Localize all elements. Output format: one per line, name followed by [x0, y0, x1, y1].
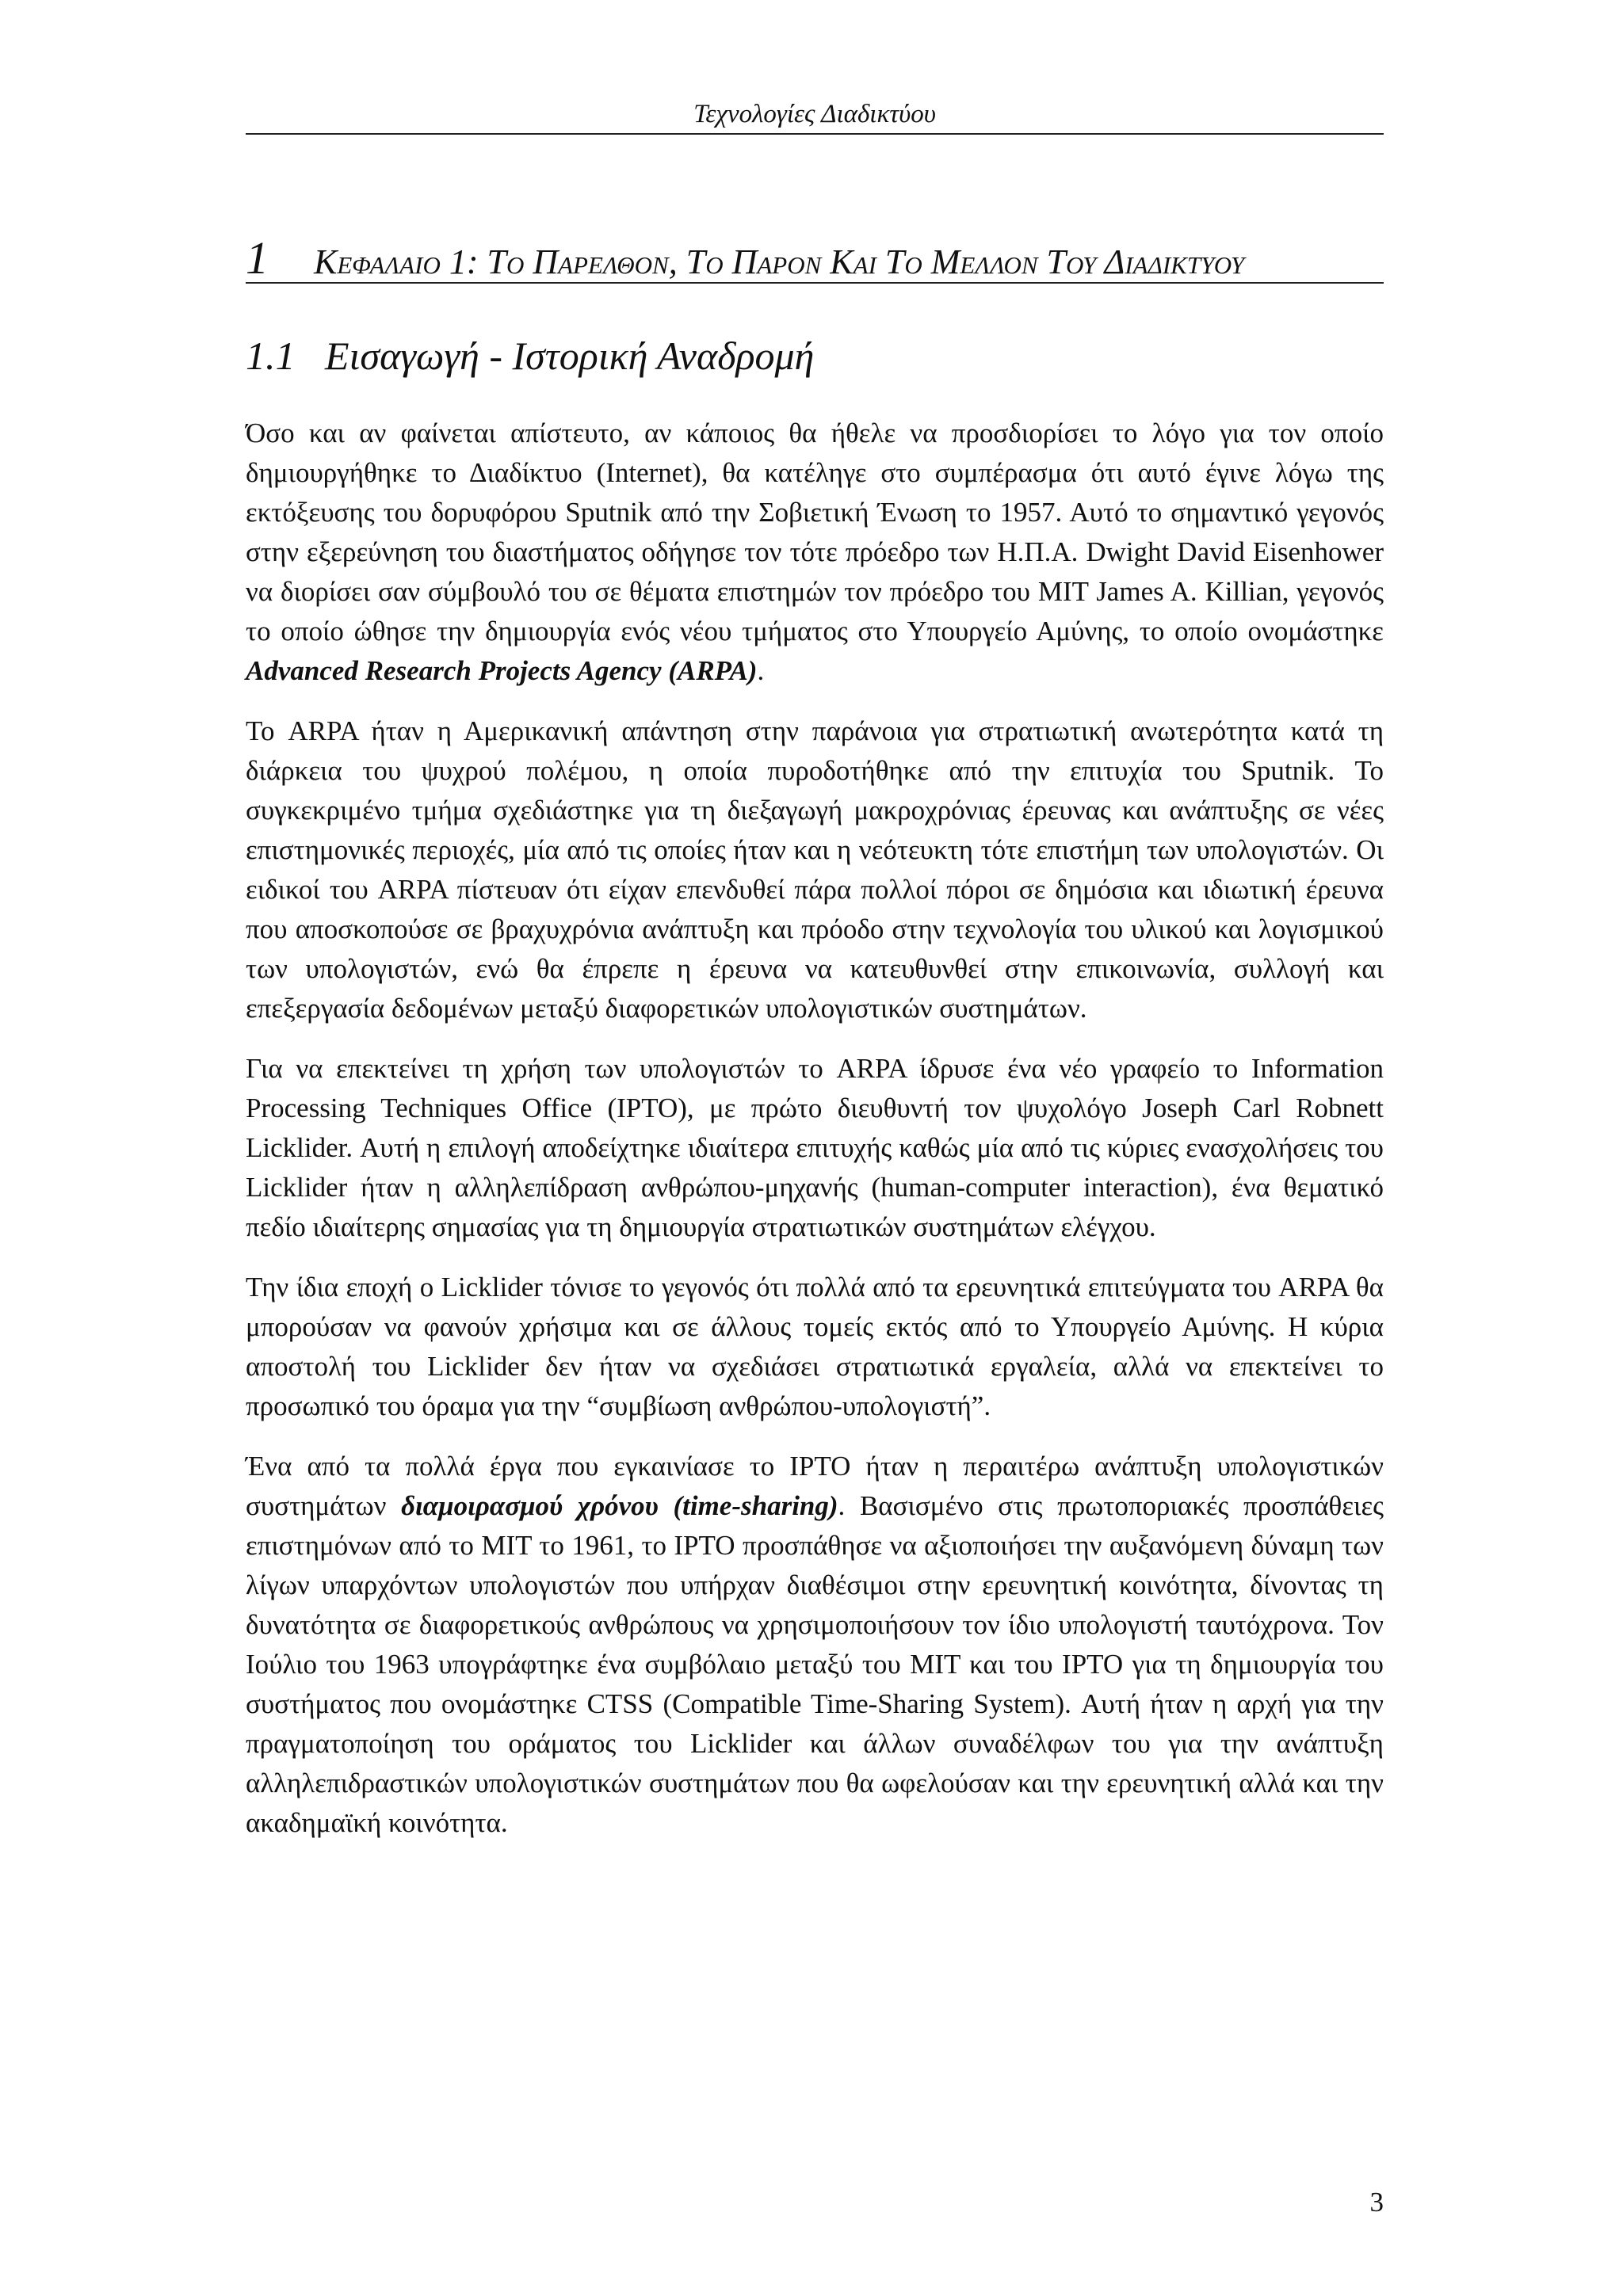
- paragraph-5-text-b: . Βασισμένο στις πρωτοποριακές προσπάθειες επιστημόνων από το MIT το 1961, το IPTO προσπάθησε να αξιοποιήσει την αυξανόμενη δύναμη των λίγων υπαρχόντων υπολογιστών που υπήρχαν διαθέσιμοι στην ερευνητική κοινότητα, δίνοντας τη δυνατότητα σε διαφορετικούς ανθρώπους να χρησιμοποιήσουν τον ίδιο υπολογιστή ταυτόχρονα. Τον Ιούλιο του 1963 υπογράφτηκε ένα συμβόλαιο μεταξύ του MIT και του IPTO για τη δημιουργία του συστήματος που ονομάστηκε CTSS (Compatible Time-Sharing System). Αυτή ήταν η αρχή για την πραγματοποίηση του οράματος του Licklider και άλλων συναδέλφων του για την ανάπτυξη αλληλεπιδραστικών υπολογιστικών συστημάτων που θα ωφελούσαν και την ερευνητική αλλά και την ακαδημαϊκή κοινότητα.: [246, 1490, 1384, 1838]
- chapter-number: 1: [246, 232, 269, 284]
- chapter-title: Κεφαλαιο 1: Το Παρελθον, Το Παρον Και Το Μελλον Του Διαδικτυου: [314, 242, 1245, 281]
- paragraph-5: [246, 1447, 1384, 1843]
- chapter-divider: [246, 282, 1384, 284]
- paragraph-3: Για να επεκτείνει τη χρήση των υπολογιστών το ARPA ίδρυσε ένα νέο γραφείο το Information Processing Techniques Office (IPTO), με πρώτο διευθυντή τον ψυχολόγο Joseph Carl Robnett Licklider. Αυτή η επιλογή αποδείχτηκε ιδιαίτερα επιτυχής καθώς μία από τις κύριες ενασχολήσεις του Licklider ήταν η αλληλεπίδραση ανθρώπου-μηχανής (human-computer interaction), ένα θεματικό πεδίο ιδιαίτερης σημασίας για τη δημιουργία στρατιωτικών συστημάτων ελέγχου.: [246, 1053, 1384, 1242]
- header-divider: [246, 133, 1384, 135]
- time-sharing-emphasis: διαμοιρασμού χρόνου (time-sharing): [401, 1490, 838, 1521]
- page-number: 3: [1369, 2187, 1384, 2218]
- chapter-heading: [246, 231, 1384, 284]
- paragraph-2: Το ARPA ήταν η Αμερικανική απάντηση στην παράνοια για στρατιωτική ανωτερότητα κατά τη διάρκεια του ψυχρού πολέμου, η οποία πυροδοτήθηκε από την επιτυχία του Sputnik. Το συγκεκριμένο τμήμα σχεδιάστηκε για τη διεξαγωγή μακροχρόνιας έρευνας και ανάπτυξης σε νέες επιστημονικές περιοχές, μία από τις οποίες ήταν και η νεότευκτη τότε επιστήμη των υπολογιστών. Οι ειδικοί του ARPA πίστευαν ότι είχαν επενδυθεί πάρα πολλοί πόροι σε δημόσια και ιδιωτική έρευνα που αποσκοπούσε σε βραχυχρόνια ανάπτυξη και πρόοδο στην τεχνολογία του υλικού και λογισμικού των υπολογιστών, ενώ θα έπρεπε η έρευνα να κατευθυνθεί στην επικοινωνία, συλλογή και επεξεργασία δεδομένων μεταξύ διαφορετικών υπολογιστικών συστημάτων.: [246, 715, 1384, 1024]
- section-number: 1.1: [246, 334, 296, 378]
- paragraph-1-end: .: [757, 655, 765, 686]
- section-title: Εισαγωγή - Ιστορική Αναδρομή: [325, 334, 815, 378]
- paragraph-5-text-a: Ένα από τα πολλά έργα που εγκαινίασε το IPTO ήταν η περαιτέρω ανάπτυξη υπολογιστικών συστημάτων: [246, 1451, 1384, 1521]
- body-text: [246, 414, 1384, 1863]
- arpa-emphasis: Advanced Research Projects Agency (ARPA): [246, 655, 758, 686]
- paragraph-4: Την ίδια εποχή ο Licklider τόνισε το γεγονός ότι πολλά από τα ερευνητικά επιτεύγματα του ARPA θα μπορούσαν να φανούν χρήσιμα και σε άλλους τομείς εκτός από το Υπουργείο Αμύνης. Η κύρια αποστολή του Licklider δεν ήταν να σχεδιάσει στρατιωτικά εργαλεία, αλλά να επεκτείνει το προσωπικό του όραμα για την “συμβίωση ανθρώπου-υπολογιστή”.: [246, 1272, 1384, 1421]
- paragraph-1: [246, 414, 1384, 691]
- running-header: Τεχνολογίες Διαδικτύου: [693, 100, 936, 128]
- paragraph-1-text: Όσο και αν φαίνεται απίστευτο, αν κάποιος θα ήθελε να προσδιορίσει το λόγο για τον οποίο δημιουργήθηκε το Διαδίκτυο (Internet), θα κατέληγε στο συμπέρασμα ότι αυτό έγινε λόγω της εκτόξευσης του δορυφόρου Sputnik από την Σοβιετική Ένωση το 1957. Αυτό το σημαντικό γεγονός στην εξερεύνηση του διαστήματος οδήγησε τον τότε πρόεδρο των Η.Π.Α. Dwight David Eisenhower να διορίσει σαν σύμβουλό του σε θέματα επιστημών τον πρόεδρο του MIT James A. Killian, γεγονός το οποίο ώθησε την δημιουργία ενός νέου τμήματος στο Υπουργείο Αμύνης, το οποίο ονομάστηκε: [246, 418, 1384, 646]
- section-heading: [246, 333, 814, 379]
